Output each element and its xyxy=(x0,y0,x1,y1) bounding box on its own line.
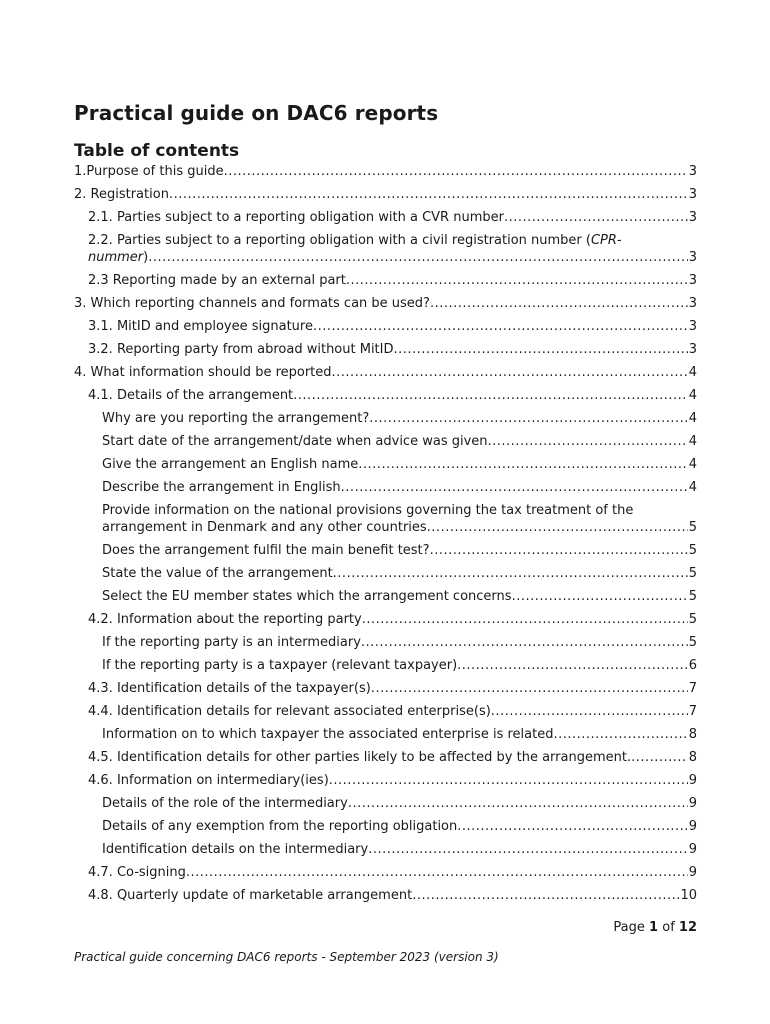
toc-entry[interactable] xyxy=(74,341,697,358)
toc-entry-text: If the reporting party is an intermediary xyxy=(102,635,361,650)
toc-entry-text: 4.1. Details of the arrangement xyxy=(88,388,294,403)
toc-page-number: 7 xyxy=(688,681,697,696)
toc-heading: Table of contents xyxy=(74,141,240,161)
toc-page-number: 4 xyxy=(688,480,697,495)
toc-entry-text: Provide information on the national provisions governing the tax treatment of the xyxy=(102,503,634,518)
dot-leader xyxy=(313,318,688,335)
toc-entry[interactable] xyxy=(74,364,697,381)
page-word: Page xyxy=(613,920,645,935)
toc-page-number: 9 xyxy=(688,796,697,811)
toc-entry-text: 2.1. Parties subject to a reporting obligation with a CVR number xyxy=(88,210,504,225)
toc-entry-text: Does the arrangement fulfil the main benefit test? xyxy=(102,543,430,558)
toc-page-number: 3 xyxy=(688,250,697,265)
dot-leader xyxy=(346,272,688,289)
toc-entry-text: Start date of the arrangement/date when advice was given xyxy=(102,434,488,449)
dot-leader xyxy=(341,479,688,496)
toc-entry[interactable] xyxy=(74,887,697,904)
toc-entry-text: 3. Which reporting channels and formats can be used? xyxy=(74,296,430,311)
toc-entry-text: 4.7. Co-signing xyxy=(88,865,186,880)
table-of-contents xyxy=(74,163,697,910)
dot-leader xyxy=(293,387,688,404)
dot-leader xyxy=(504,209,688,226)
toc-entry-text: 4.6. Information on intermediary(ies) xyxy=(88,773,329,788)
toc-entry-text: 2.3 Reporting made by an external part xyxy=(88,273,346,288)
toc-entry[interactable] xyxy=(74,565,697,582)
toc-entry[interactable] xyxy=(74,864,697,881)
toc-page-number: 4 xyxy=(688,434,697,449)
toc-entry[interactable] xyxy=(74,186,697,203)
toc-entry[interactable] xyxy=(74,726,697,743)
toc-page-number: 3 xyxy=(688,187,697,202)
toc-entry-text: 4.5. Identification details for other parties likely to be affected by the arrangement. xyxy=(88,750,632,765)
toc-page-number: 5 xyxy=(688,520,697,535)
dot-leader xyxy=(358,456,687,473)
toc-entry[interactable] xyxy=(74,818,697,835)
dot-leader xyxy=(371,680,688,697)
current-page: 1 xyxy=(649,920,659,935)
toc-page-number: 4 xyxy=(688,388,697,403)
dot-leader xyxy=(169,186,688,203)
toc-page-number: 4 xyxy=(688,365,697,380)
dot-leader xyxy=(348,795,688,812)
toc-page-number: 5 xyxy=(688,589,697,604)
dot-leader xyxy=(369,410,687,427)
toc-entry[interactable] xyxy=(74,841,697,858)
toc-entry[interactable] xyxy=(74,433,697,450)
toc-page-number: 3 xyxy=(688,296,697,311)
dot-leader xyxy=(186,864,688,881)
dot-leader xyxy=(362,611,688,628)
dot-leader xyxy=(332,364,688,381)
toc-page-number: 5 xyxy=(688,543,697,558)
toc-page-number: 3 xyxy=(688,273,697,288)
toc-page-number: 3 xyxy=(688,210,697,225)
toc-entry-text: State the value of the arrangement xyxy=(102,566,333,581)
toc-entry-text: Details of the role of the intermediary xyxy=(102,796,348,811)
toc-entry-text: Details of any exemption from the reporting obligation xyxy=(102,819,458,834)
toc-entry[interactable] xyxy=(74,318,697,335)
dot-leader xyxy=(512,588,688,605)
dot-leader xyxy=(488,433,688,450)
toc-entry-text: If the reporting party is a taxpayer (relevant taxpayer) xyxy=(102,658,458,673)
page-number xyxy=(613,920,697,935)
toc-entry[interactable] xyxy=(74,232,697,266)
toc-page-number: 9 xyxy=(688,773,697,788)
toc-page-number: 3 xyxy=(688,164,697,179)
toc-entry-text-continued: arrangement in Denmark and any other countries xyxy=(102,520,427,535)
toc-entry-text: 4.3. Identification details of the taxpayer(s) xyxy=(88,681,371,696)
toc-entry[interactable] xyxy=(74,163,697,180)
toc-entry-text: Why are you reporting the arrangement? xyxy=(102,411,370,426)
dot-leader xyxy=(457,818,687,835)
toc-entry[interactable] xyxy=(74,588,697,605)
toc-entry[interactable] xyxy=(74,680,697,697)
toc-page-number: 9 xyxy=(688,819,697,834)
dot-leader xyxy=(457,657,688,674)
toc-page-number: 6 xyxy=(688,658,697,673)
toc-entry[interactable] xyxy=(74,749,697,766)
toc-entry[interactable] xyxy=(74,703,697,720)
toc-entry-text: 2. Registration xyxy=(74,187,169,202)
toc-entry[interactable] xyxy=(74,502,697,536)
dot-leader xyxy=(224,163,688,180)
toc-entry-text: 4.4. Identification details for relevant associated enterprise(s) xyxy=(88,704,491,719)
toc-page-number: 4 xyxy=(688,411,697,426)
toc-entry[interactable] xyxy=(74,209,697,226)
toc-entry-text: 3.2. Reporting party from abroad without MitID xyxy=(88,342,394,357)
toc-page-number: 9 xyxy=(688,842,697,857)
dot-leader xyxy=(412,887,679,904)
toc-entry-text: Describe the arrangement in English xyxy=(102,480,341,495)
toc-page-number: 4 xyxy=(688,457,697,472)
toc-entry[interactable] xyxy=(74,795,697,812)
toc-entry[interactable] xyxy=(74,772,697,789)
of-word: of xyxy=(662,920,675,935)
toc-entry-text: Identification details on the intermediary xyxy=(102,842,369,857)
toc-entry-text: 3.1. MitID and employee signature xyxy=(88,319,313,334)
toc-page-number: 7 xyxy=(688,704,697,719)
dot-leader xyxy=(430,542,688,559)
toc-entry[interactable] xyxy=(74,272,697,289)
toc-entry-text: 4.8. Quarterly update of marketable arrangement xyxy=(88,888,413,903)
dot-leader xyxy=(553,726,687,743)
toc-entry-text: Give the arrangement an English name xyxy=(102,457,359,472)
toc-entry[interactable] xyxy=(74,634,697,651)
toc-entry-text: Information on to which taxpayer the associated enterprise is related xyxy=(102,727,554,742)
toc-entry-text: Select the EU member states which the arrangement concerns xyxy=(102,589,512,604)
toc-page-number: 8 xyxy=(688,750,697,765)
toc-entry[interactable] xyxy=(74,479,697,496)
toc-entry[interactable] xyxy=(74,387,697,404)
toc-page-number: 5 xyxy=(688,635,697,650)
document-title: Practical guide on DAC6 reports xyxy=(74,101,439,125)
toc-page-number: 5 xyxy=(688,612,697,627)
toc-page-number: 9 xyxy=(688,865,697,880)
dot-leader xyxy=(430,295,688,312)
toc-entry[interactable] xyxy=(74,657,697,674)
toc-page-number: 5 xyxy=(688,566,697,581)
toc-entry[interactable] xyxy=(74,456,697,473)
toc-entry[interactable] xyxy=(74,295,697,312)
dot-leader xyxy=(368,841,688,858)
toc-entry[interactable] xyxy=(74,611,697,628)
dot-leader xyxy=(491,703,688,720)
toc-entry-text: 4.2. Information about the reporting party xyxy=(88,612,362,627)
toc-entry-text: 4. What information should be reported xyxy=(74,365,332,380)
total-pages: 12 xyxy=(678,920,697,935)
dot-leader xyxy=(148,249,687,266)
dot-leader xyxy=(333,565,688,582)
toc-entry-text-continued: nummer) xyxy=(88,250,149,265)
dot-leader xyxy=(394,341,688,358)
dot-leader xyxy=(427,519,688,536)
toc-page-number: 8 xyxy=(688,727,697,742)
toc-page-number: 3 xyxy=(688,342,697,357)
toc-entry[interactable] xyxy=(74,542,697,559)
toc-entry[interactable] xyxy=(74,410,697,427)
toc-entry-text: 2.2. Parties subject to a reporting obligation with a civil registration number (CPR- xyxy=(88,233,622,248)
toc-page-number: 3 xyxy=(688,319,697,334)
dot-leader xyxy=(329,772,688,789)
dot-leader xyxy=(631,749,688,766)
toc-page-number: 10 xyxy=(680,888,697,903)
dot-leader xyxy=(361,634,688,651)
toc-entry-text: 1.Purpose of this guide xyxy=(74,164,224,179)
page-footer: Practical guide concerning DAC6 reports - September 2023 (version 3) xyxy=(74,950,499,964)
